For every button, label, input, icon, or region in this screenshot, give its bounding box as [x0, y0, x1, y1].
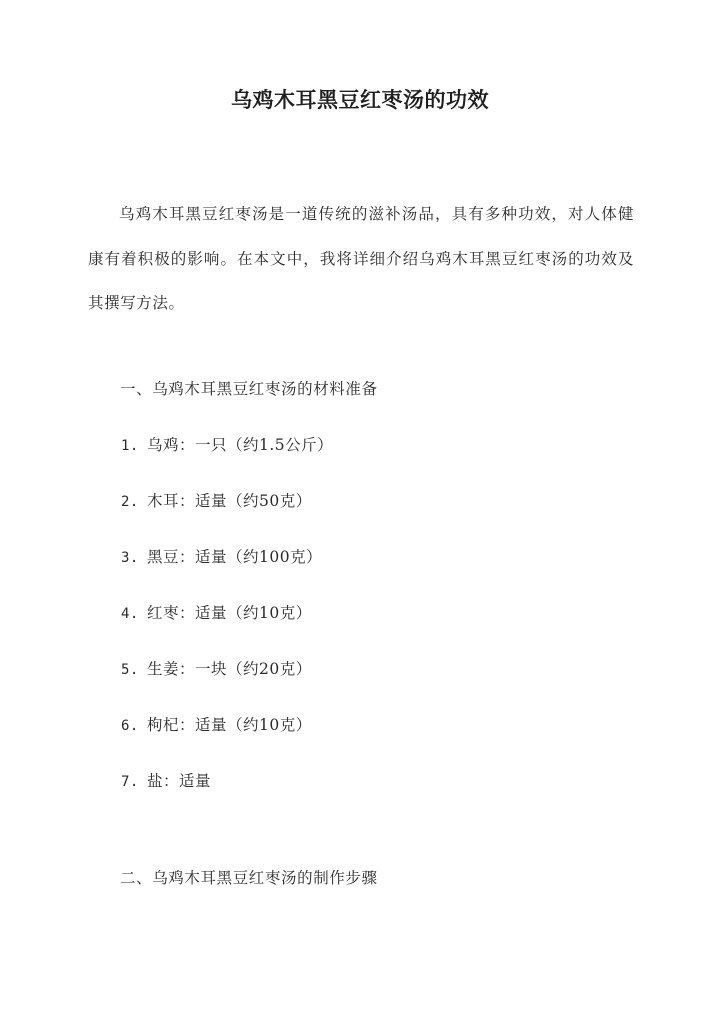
list-item-number: 7.	[121, 774, 139, 790]
list-item	[121, 489, 333, 545]
list-item	[121, 769, 333, 825]
list-item-number: 1.	[121, 438, 139, 454]
list-item-number: 4.	[121, 606, 139, 622]
list-item	[121, 601, 333, 657]
intro-paragraph: 乌鸡木耳黑豆红枣汤是一道传统的滋补汤品，具有多种功效，对人体健康有着积极的影响。在本文中，我将详细介绍乌鸡木耳黑豆红枣汤的功效及其撰写方法。	[88, 205, 634, 312]
document-title: 乌鸡木耳黑豆红枣汤的功效	[231, 87, 489, 112]
list-item-text: 红枣：适量（约10克）	[147, 604, 312, 622]
list-item	[121, 713, 333, 769]
section-heading-steps: 二、乌鸡木耳黑豆红枣汤的制作步骤	[120, 869, 378, 887]
list-item	[121, 657, 333, 713]
list-item-number: 5.	[121, 662, 139, 678]
list-item-text: 枸杞：适量（约10克）	[147, 716, 312, 734]
list-item-number: 2.	[121, 494, 139, 510]
list-item-text: 木耳：适量（约50克）	[147, 492, 312, 510]
list-item-number: 3.	[121, 550, 139, 566]
section-heading-materials: 一、乌鸡木耳黑豆红枣汤的材料准备	[120, 380, 378, 398]
list-item	[121, 433, 333, 489]
list-item-text: 盐：适量	[147, 772, 212, 790]
list-item-number: 6.	[121, 718, 139, 734]
list-item	[121, 545, 333, 601]
list-item-text: 黑豆：适量（约100克）	[147, 548, 323, 566]
list-item-text: 乌鸡：一只（约1.5公斤）	[147, 436, 334, 454]
materials-list	[121, 433, 333, 825]
list-item-text: 生姜：一块（约20克）	[147, 660, 312, 678]
